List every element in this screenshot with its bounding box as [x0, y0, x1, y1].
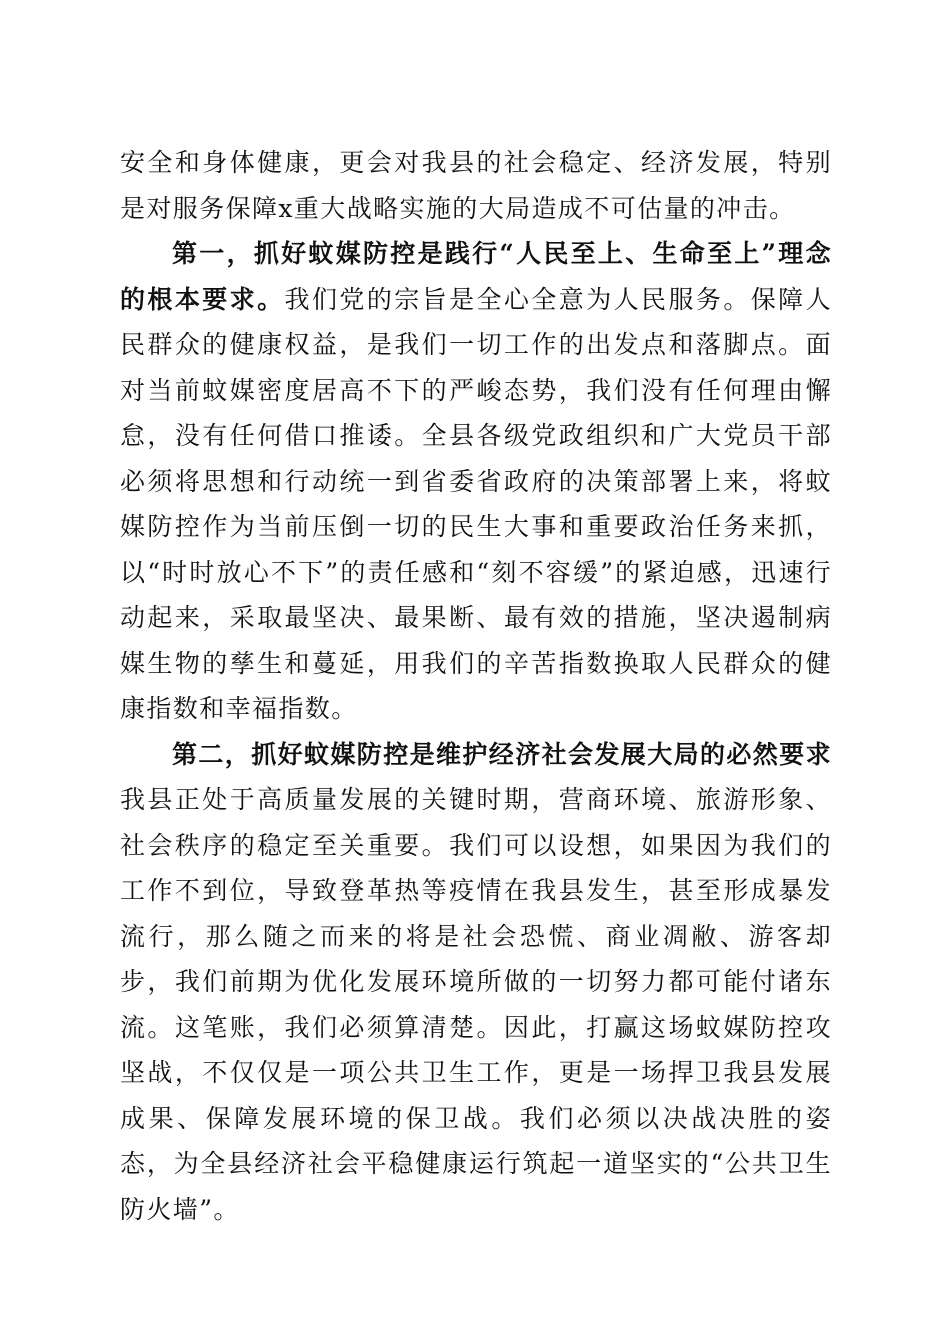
- paragraph-3-heading: 第二，抓好蚊媒防控是维护经济社会发展大局的必然要求: [172, 739, 833, 769]
- paragraph-continuation: [120, 140, 832, 231]
- paragraph-1-text: 安全和身体健康，更会对我县的社会稳定、经济发展，特别是对服务保障x重大战略实施的大局造成不可估量的冲击。: [120, 148, 832, 223]
- paragraph-first-point: [120, 231, 832, 732]
- paragraph-2-heading: 第一，抓好蚊媒防控是践行“人民至上、生命至上”理念的根本要求。: [120, 239, 832, 314]
- paragraph-3-text: 我县正处于高质量发展的关键时期，营商环境、旅游形象、社会秩序的稳定至关重要。我们可以设想，如果因为我们的工作不到位，导致登革热等疫情在我县发生，甚至形成暴发流行，那么随之而来的将是社会恐慌、商业凋敝、游客却步，我们前期为优化发展环境所做的一切努力都可能付诸东流。这笔账，我们必须算清楚。因此，打赢这场蚊媒防控攻坚战，不仅仅是一项公共卫生工作，更是一场捍卫我县发展成果、保障发展环境的保卫战。我们必须以决战决胜的姿态，为全县经济社会平稳健康运行筑起一道坚实的“公共卫生防火墙”。: [120, 785, 832, 1224]
- paragraph-2-text: 我们党的宗旨是全心全意为人民服务。保障人民群众的健康权益，是我们一切工作的出发点和落脚点。面对当前蚊媒密度居高不下的严峻态势，我们没有任何理由懈怠，没有任何借口推诿。全县各级党政组织和广大党员干部必须将思想和行动统一到省委省政府的决策部署上来，将蚊媒防控作为当前压倒一切的民生大事和重要政治任务来抓，以“时时放心不下”的责任感和“刻不容缓”的紧迫感，迅速行动起来，采取最坚决、最果断、最有效的措施，坚决遏制病媒生物的孳生和蔓延，用我们的辛苦指数换取人民群众的健康指数和幸福指数。: [120, 284, 832, 723]
- paragraph-second-point: [120, 732, 832, 1233]
- document-page: [120, 140, 832, 1232]
